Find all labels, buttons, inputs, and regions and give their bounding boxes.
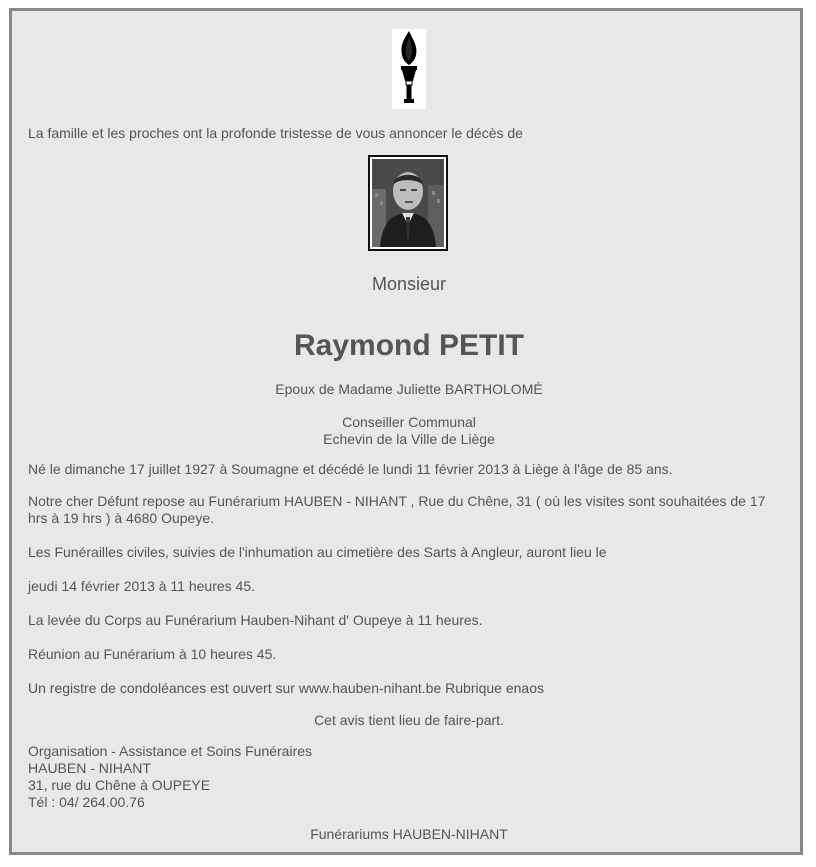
repose-text: Notre cher Défunt repose au Funérarium HAUBEN - NIHANT , Rue du Chêne, 31 ( où les visites sont souhaitées de 17 hrs à 19 hrs ) à 4680 Oupeye. xyxy=(28,493,766,526)
intro-text: La famille et les proches ont la profonde tristesse de vous annoncer le décès de xyxy=(28,125,523,141)
deceased-name: Raymond PETIT xyxy=(293,329,525,362)
title-line-2: Echevin de la Ville de Liège xyxy=(323,431,495,447)
birth-death-text: Né le dimanche 17 juillet 1927 à Soumagne et décédé le lundi 11 février 2013 à Liège à l'âge de 85 ans. xyxy=(28,461,673,477)
salutation: Monsieur xyxy=(371,274,447,294)
title-line-1: Conseiller Communal xyxy=(342,414,476,430)
levee-text: La levée du Corps au Funérarium Hauben-Nihant d' Oupeye à 11 heures. xyxy=(28,612,483,628)
obituary-card xyxy=(9,8,803,855)
spouse-line: Epoux de Madame Juliette BARTHOLOMÉ xyxy=(275,381,543,397)
organisation-line-1: Organisation - Assistance et Soins Funéraires xyxy=(28,743,313,759)
funeral-text: Les Funérailles civiles, suivies de l'inhumation au cimetière des Sarts à Angleur, auront lieu le xyxy=(28,544,607,560)
deceased-photo xyxy=(368,155,448,251)
notice-text: Cet avis tient lieu de faire-part. xyxy=(314,712,504,728)
organisation-line-3: 31, rue du Chêne à OUPEYE xyxy=(28,777,211,793)
reunion-text: Réunion au Funérarium à 10 heures 45. xyxy=(28,646,277,662)
registry-text: Un registre de condoléances est ouvert sur www.hauben-nihant.be Rubrique enaos xyxy=(28,680,544,696)
funeral-date: jeudi 14 février 2013 à 11 heures 45. xyxy=(28,578,256,594)
organisation-line-2: HAUBEN - NIHANT xyxy=(28,760,151,776)
footer-text: Funérariums HAUBEN-NIHANT xyxy=(310,826,508,842)
torch-icon xyxy=(392,29,426,109)
organisation-phone: Tél : 04/ 264.00.76 xyxy=(28,794,145,810)
